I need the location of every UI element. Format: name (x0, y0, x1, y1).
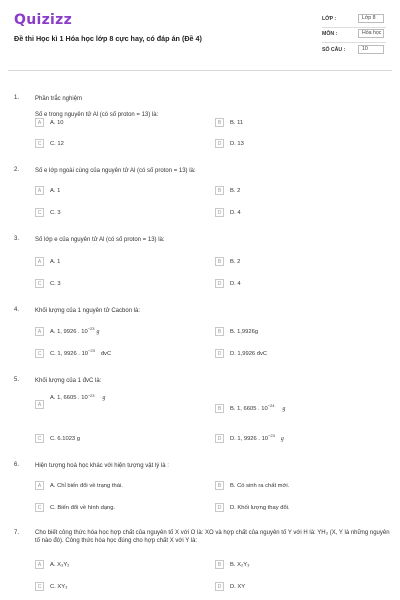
option-text: C. 3 (50, 209, 61, 216)
option-text: B. 1,9926g (230, 328, 259, 335)
option-letter: A (35, 186, 44, 195)
option-letter: D (215, 434, 224, 443)
option-letter: D (215, 503, 224, 512)
option-d[interactable] (215, 503, 290, 512)
option-a[interactable] (35, 560, 69, 569)
question-text: Hiện tượng hoá học khác với hiện tượng vật lý là : (35, 463, 169, 469)
option-text: C. Biến đổi về hình dạng. (50, 504, 116, 511)
option-b[interactable] (215, 404, 285, 413)
option-text: B. 11 (230, 119, 244, 126)
option-letter: B (215, 118, 224, 127)
option-letter: D (215, 582, 224, 591)
option-text: A. 1 (50, 258, 61, 265)
option-text: B. 2 (230, 187, 241, 194)
question-number: 2. (14, 167, 20, 173)
unit: g (102, 395, 106, 401)
option-d[interactable] (215, 139, 244, 148)
option-text: C. 6.1023 g (50, 435, 80, 442)
option-letter: A (35, 400, 44, 409)
quizizz-logo: Quizizz (14, 12, 73, 28)
option-b[interactable] (215, 186, 240, 195)
question-count-value: 10 (358, 45, 384, 54)
option-letter: B (215, 257, 224, 266)
question-number: 3. (14, 236, 20, 242)
option-text: A. 1 (50, 187, 61, 194)
option-a[interactable] (35, 118, 64, 127)
subject-value: Hóa học (358, 29, 384, 38)
option-letter: D (215, 279, 224, 288)
option-letter: D (215, 139, 224, 148)
option-b[interactable] (215, 327, 258, 336)
option-text: D. 13 (230, 140, 244, 147)
question-subtext: Số e trong nguyên tử Al (có số proton = 13) là: (35, 112, 159, 118)
option-a[interactable] (35, 257, 60, 266)
option-text: A. 1, 6605 . 10 (50, 395, 88, 401)
option-letter: B (215, 404, 224, 413)
option-text: B. 1, 6605 . 10 (230, 405, 268, 412)
exponent: −23 (87, 326, 95, 331)
question-text: Cho biết công thức hóa học hợp chất của nguyên tố X với O là: XO và hợp chất của nguyên tố Y với H là: YH₃ (X, Y là những nguyên tố nào đó). Công thức hóa học đúng cho hợp chất X với Y là: (35, 530, 390, 544)
option-text: D. Khối lượng thay đổi. (230, 504, 290, 511)
option-d[interactable] (215, 208, 241, 217)
question-text: Khối lượng của 1 đvC là: (35, 378, 102, 384)
unit: đvC (100, 350, 112, 357)
option-letter: C (35, 582, 44, 591)
option-letter: A (35, 257, 44, 266)
option-b[interactable] (215, 118, 243, 127)
question-text: Khối lượng của 1 nguyên tử Cacbon là: (35, 308, 141, 314)
option-letter: B (215, 481, 224, 490)
exponent: −23 (87, 393, 95, 398)
option-d[interactable] (215, 349, 267, 358)
option-b[interactable] (215, 257, 240, 266)
class-label: LỚP : (322, 16, 337, 22)
option-b[interactable] (215, 481, 289, 490)
option-d[interactable] (215, 279, 241, 288)
option-letter: C (35, 349, 44, 358)
option-text: C. XY₃ (50, 583, 68, 590)
unit: g (282, 405, 286, 412)
option-text: D. XY (230, 583, 246, 590)
question-number: 6. (14, 462, 20, 468)
option-letter: A (35, 118, 44, 127)
option-d[interactable] (215, 582, 245, 591)
class-value: Lớp 8 (358, 14, 384, 23)
subject-label: MÔN : (322, 31, 338, 37)
divider (322, 42, 386, 43)
option-text: D. 4 (230, 280, 241, 287)
option-c[interactable] (35, 434, 80, 443)
question-number: 7. (14, 530, 20, 536)
page-title: Đề thi Học kì 1 Hóa học lớp 8 cực hay, có đáp án (Đề 4) (14, 34, 202, 43)
exponent: −23 (268, 433, 275, 438)
option-letter: C (35, 208, 44, 217)
option-a[interactable] (35, 327, 99, 336)
option-letter: C (35, 139, 44, 148)
option-letter: B (215, 560, 224, 569)
option-c[interactable] (35, 139, 64, 148)
option-text: A. X₃Y₂ (50, 561, 70, 568)
option-letter: A (35, 327, 44, 336)
option-letter: A (35, 560, 44, 569)
option-letter: C (35, 434, 44, 443)
option-text: C. 1, 9926 . 10 (50, 350, 89, 357)
option-c[interactable] (35, 279, 61, 288)
option-text: C. 12 (50, 140, 64, 147)
option-letter: B (215, 327, 224, 336)
header-divider (8, 70, 392, 71)
divider (322, 27, 386, 28)
question-number: 5. (14, 377, 20, 383)
unit: g (280, 435, 284, 442)
option-c[interactable] (35, 503, 115, 512)
option-text: B. 2 (230, 258, 241, 265)
option-a[interactable] (35, 481, 123, 490)
option-letter: D (215, 349, 224, 358)
option-text: B. Có sinh ra chất mới. (230, 482, 290, 489)
question-text: Số lớp e của nguyên tử Al (có số proton = 13) là: (35, 237, 165, 243)
option-text: C. 3 (50, 280, 61, 287)
option-text: A. 10 (50, 119, 64, 126)
option-text: A. 1, 9926 . 10 (50, 328, 88, 335)
option-text: D. 4 (230, 209, 241, 216)
exponent: −24 (267, 403, 275, 408)
option-letter: B (215, 186, 224, 195)
unit: g (96, 328, 100, 335)
option-d[interactable] (215, 434, 284, 443)
option-text: A. Chỉ biến đổi về trạng thái. (50, 482, 123, 489)
option-c[interactable] (35, 208, 61, 217)
option-text: D. 1,9926 đvC (230, 350, 268, 357)
option-a[interactable] (35, 186, 60, 195)
option-letter: A (35, 481, 44, 490)
question-count-label: SỐ CÂU : (322, 47, 346, 53)
option-text: D. 1, 9926 . 10 (230, 435, 269, 442)
option-b[interactable] (215, 560, 249, 569)
option-c[interactable] (35, 349, 111, 358)
question-number: 4. (14, 307, 20, 313)
option-letter: D (215, 208, 224, 217)
option-c[interactable] (35, 582, 68, 591)
option-text: B. X₂Y₃ (230, 561, 250, 568)
option-letter: C (35, 503, 44, 512)
question-text: Phần trắc nghiệm (35, 96, 83, 102)
exponent: −23 (88, 348, 95, 353)
question-number: 1. (14, 95, 20, 101)
question-text: Số e lớp ngoài cùng của nguyên tử Al (có số proton = 13) là: (35, 168, 196, 174)
worksheet-header (0, 0, 400, 68)
option-letter: C (35, 279, 44, 288)
option-a[interactable] (35, 393, 106, 408)
